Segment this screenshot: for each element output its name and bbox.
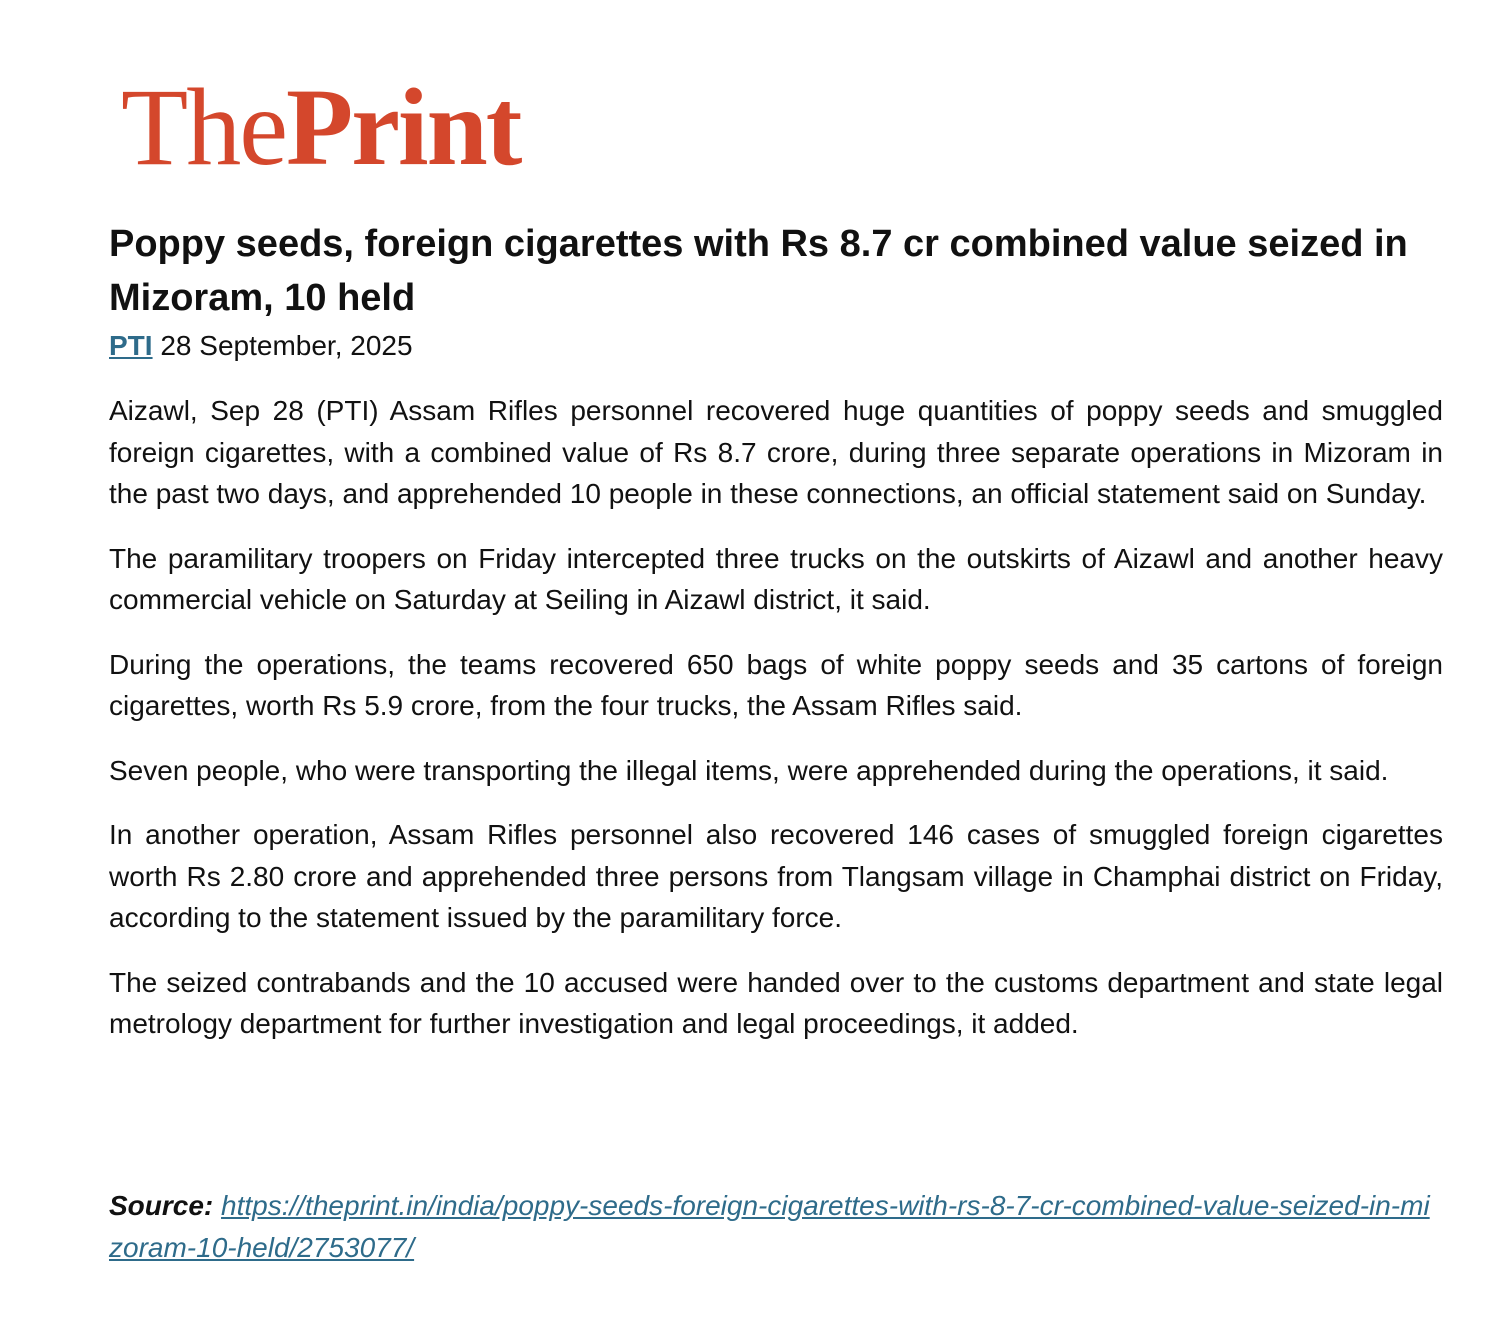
paragraph-3: During the operations, the teams recovered 650 bags of white poppy seeds and 35 cartons of foreign cigarettes, worth Rs 5.9 crore, from the four trucks, the Assam Rifles said. [109,648,1443,721]
byline [109,327,413,365]
logo-the-text: The [121,66,287,188]
paragraph-4: Seven people, who were transporting the illegal items, were apprehended during the operations, it said. [109,754,1389,786]
source-line [109,1185,1443,1268]
paragraph-2: The paramilitary troopers on Friday intercepted three trucks on the outskirts of Aizawl and another heavy commercial vehicle on Saturday at Seiling in Aizawl district, it said. [109,542,1443,615]
paragraph-1: Aizawl, Sep 28 (PTI) Assam Rifles personnel recovered huge quantities of poppy seeds and smuggled foreign cigarettes, with a combined value of Rs 8.7 crore, during three separate operations in Mizoram in the past two days, and apprehended 10 people in these connections, an official statement said on Sunday. [109,395,1443,509]
source-label: Source: [109,1190,214,1221]
logo-print-text: Print [286,66,521,188]
article-body [109,390,1443,1068]
paragraph-5: In another operation, Assam Rifles personnel also recovered 146 cases of smuggled foreign cigarettes worth Rs 2.80 crore and apprehended three persons from Tlangsam village in Champhai district on Friday, according to the statement issued by the paramilitary force. [109,819,1443,933]
theprint-logo[interactable] [121,66,521,188]
article-headline: Poppy seeds, foreign cigarettes with Rs 8.7 cr combined value seized in Mizoram, 10 held [109,223,1408,319]
paragraph-6: The seized contrabands and the 10 accused were handed over to the customs department and state legal metrology department for further investigation and legal proceedings, it added. [109,966,1443,1039]
author-link[interactable]: PTI [109,330,153,361]
publish-date: 28 September, 2025 [160,330,413,361]
source-url-link[interactable]: https://theprint.in/india/poppy-seeds-foreign-cigarettes-with-rs-8-7-cr-combined-value-seized-in-mizoram-10-held/2753077/ [109,1190,1430,1263]
